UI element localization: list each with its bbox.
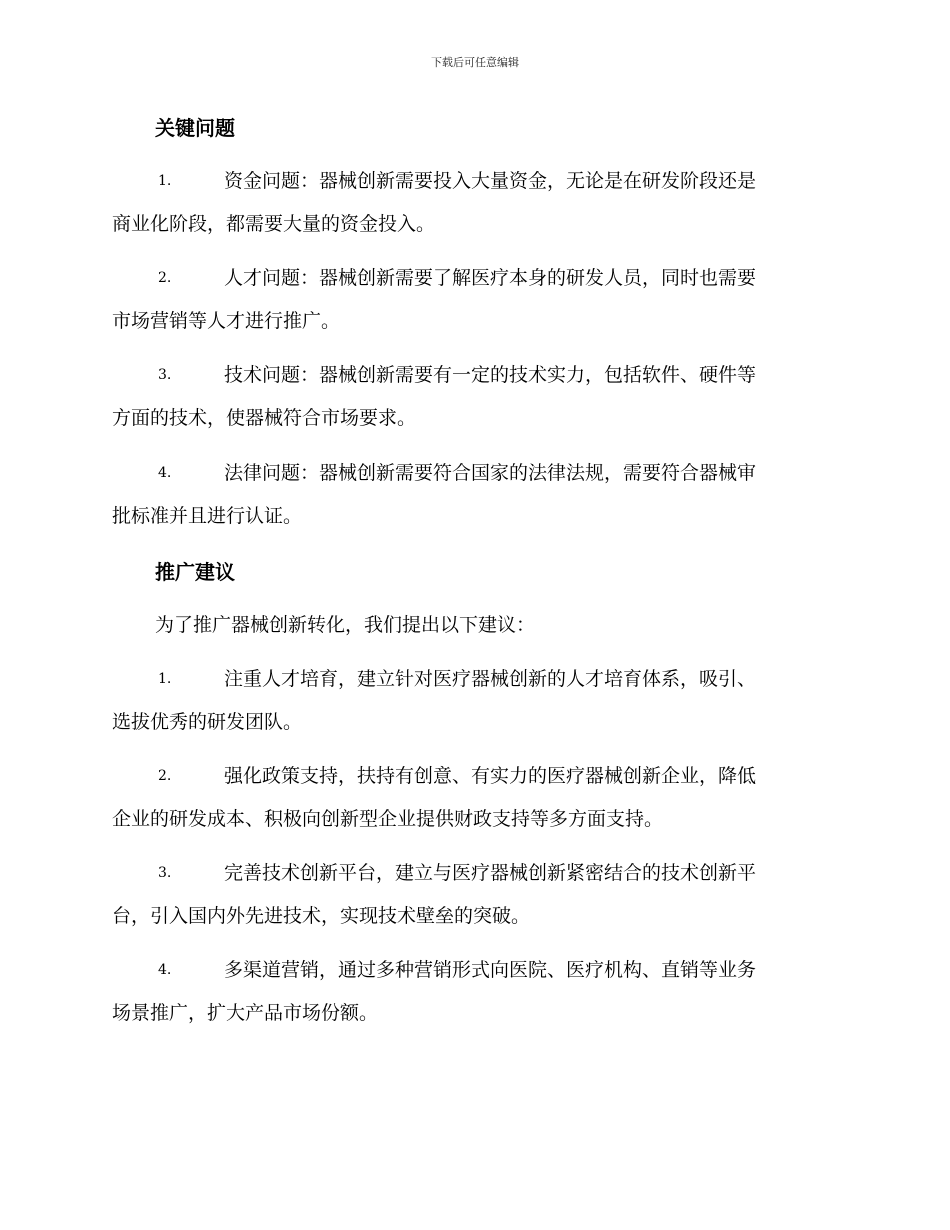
list-text-line: 场景推广，扩大产品市场份额。 [112, 1002, 379, 1024]
list-number: 1. [158, 671, 172, 687]
list-item [112, 160, 836, 246]
section-heading-promotion: 推广建议 [155, 560, 235, 584]
list-text-line: 市场营销等人才进行推广。 [112, 310, 341, 332]
list-item [112, 452, 836, 538]
list-item [112, 257, 836, 343]
intro-paragraph: 为了推广器械创新转化，我们提出以下建议： [155, 614, 536, 636]
list-text-line: 完善技术创新平台，建立与医疗器械创新紧密结合的技术创新平 [224, 862, 757, 884]
list-text-line: 批标准并且进行认证。 [112, 505, 303, 527]
list-item [112, 354, 836, 440]
list-item [112, 755, 836, 841]
list-text-line: 台，引入国内外先进技术，实现技术壁垒的突破。 [112, 905, 531, 927]
list-text-line: 强化政策支持，扶持有创意、有实力的医疗器械创新企业，降低 [224, 765, 757, 787]
list-text-line: 方面的技术，使器械符合市场要求。 [112, 407, 417, 429]
list-number: 4. [158, 465, 172, 481]
list-text-line: 多渠道营销，通过多种营销形式向医院、医疗机构、直销等业务 [224, 959, 757, 981]
list-text-line: 技术问题：器械创新需要有一定的技术实力，包括软件、硬件等 [224, 364, 757, 386]
list-text-line: 法律问题：器械创新需要符合国家的法律法规，需要符合器械审 [224, 462, 757, 484]
list-number: 3. [158, 865, 172, 881]
section-heading-key-issues: 关键问题 [155, 116, 235, 140]
list-text-line: 注重人才培育，建立针对医疗器械创新的人才培育体系，吸引、 [224, 668, 757, 690]
list-text-line: 商业化阶段，都需要大量的资金投入。 [112, 213, 436, 235]
list-number: 2. [158, 270, 172, 286]
header-note: 下载后可任意编辑 [431, 56, 519, 69]
list-item [112, 949, 836, 1035]
list-text-line: 选拔优秀的研发团队。 [112, 711, 303, 733]
list-number: 2. [158, 768, 172, 784]
list-item [112, 852, 836, 938]
list-number: 1. [158, 173, 172, 189]
list-number: 3. [158, 367, 172, 383]
list-text-line: 资金问题：器械创新需要投入大量资金，无论是在研发阶段还是 [224, 170, 757, 192]
list-number: 4. [158, 962, 172, 978]
list-text-line: 人才问题：器械创新需要了解医疗本身的研发人员，同时也需要 [224, 267, 757, 289]
list-text-line: 企业的研发成本、积极向创新型企业提供财政支持等多方面支持。 [112, 808, 664, 830]
list-item [112, 658, 836, 744]
